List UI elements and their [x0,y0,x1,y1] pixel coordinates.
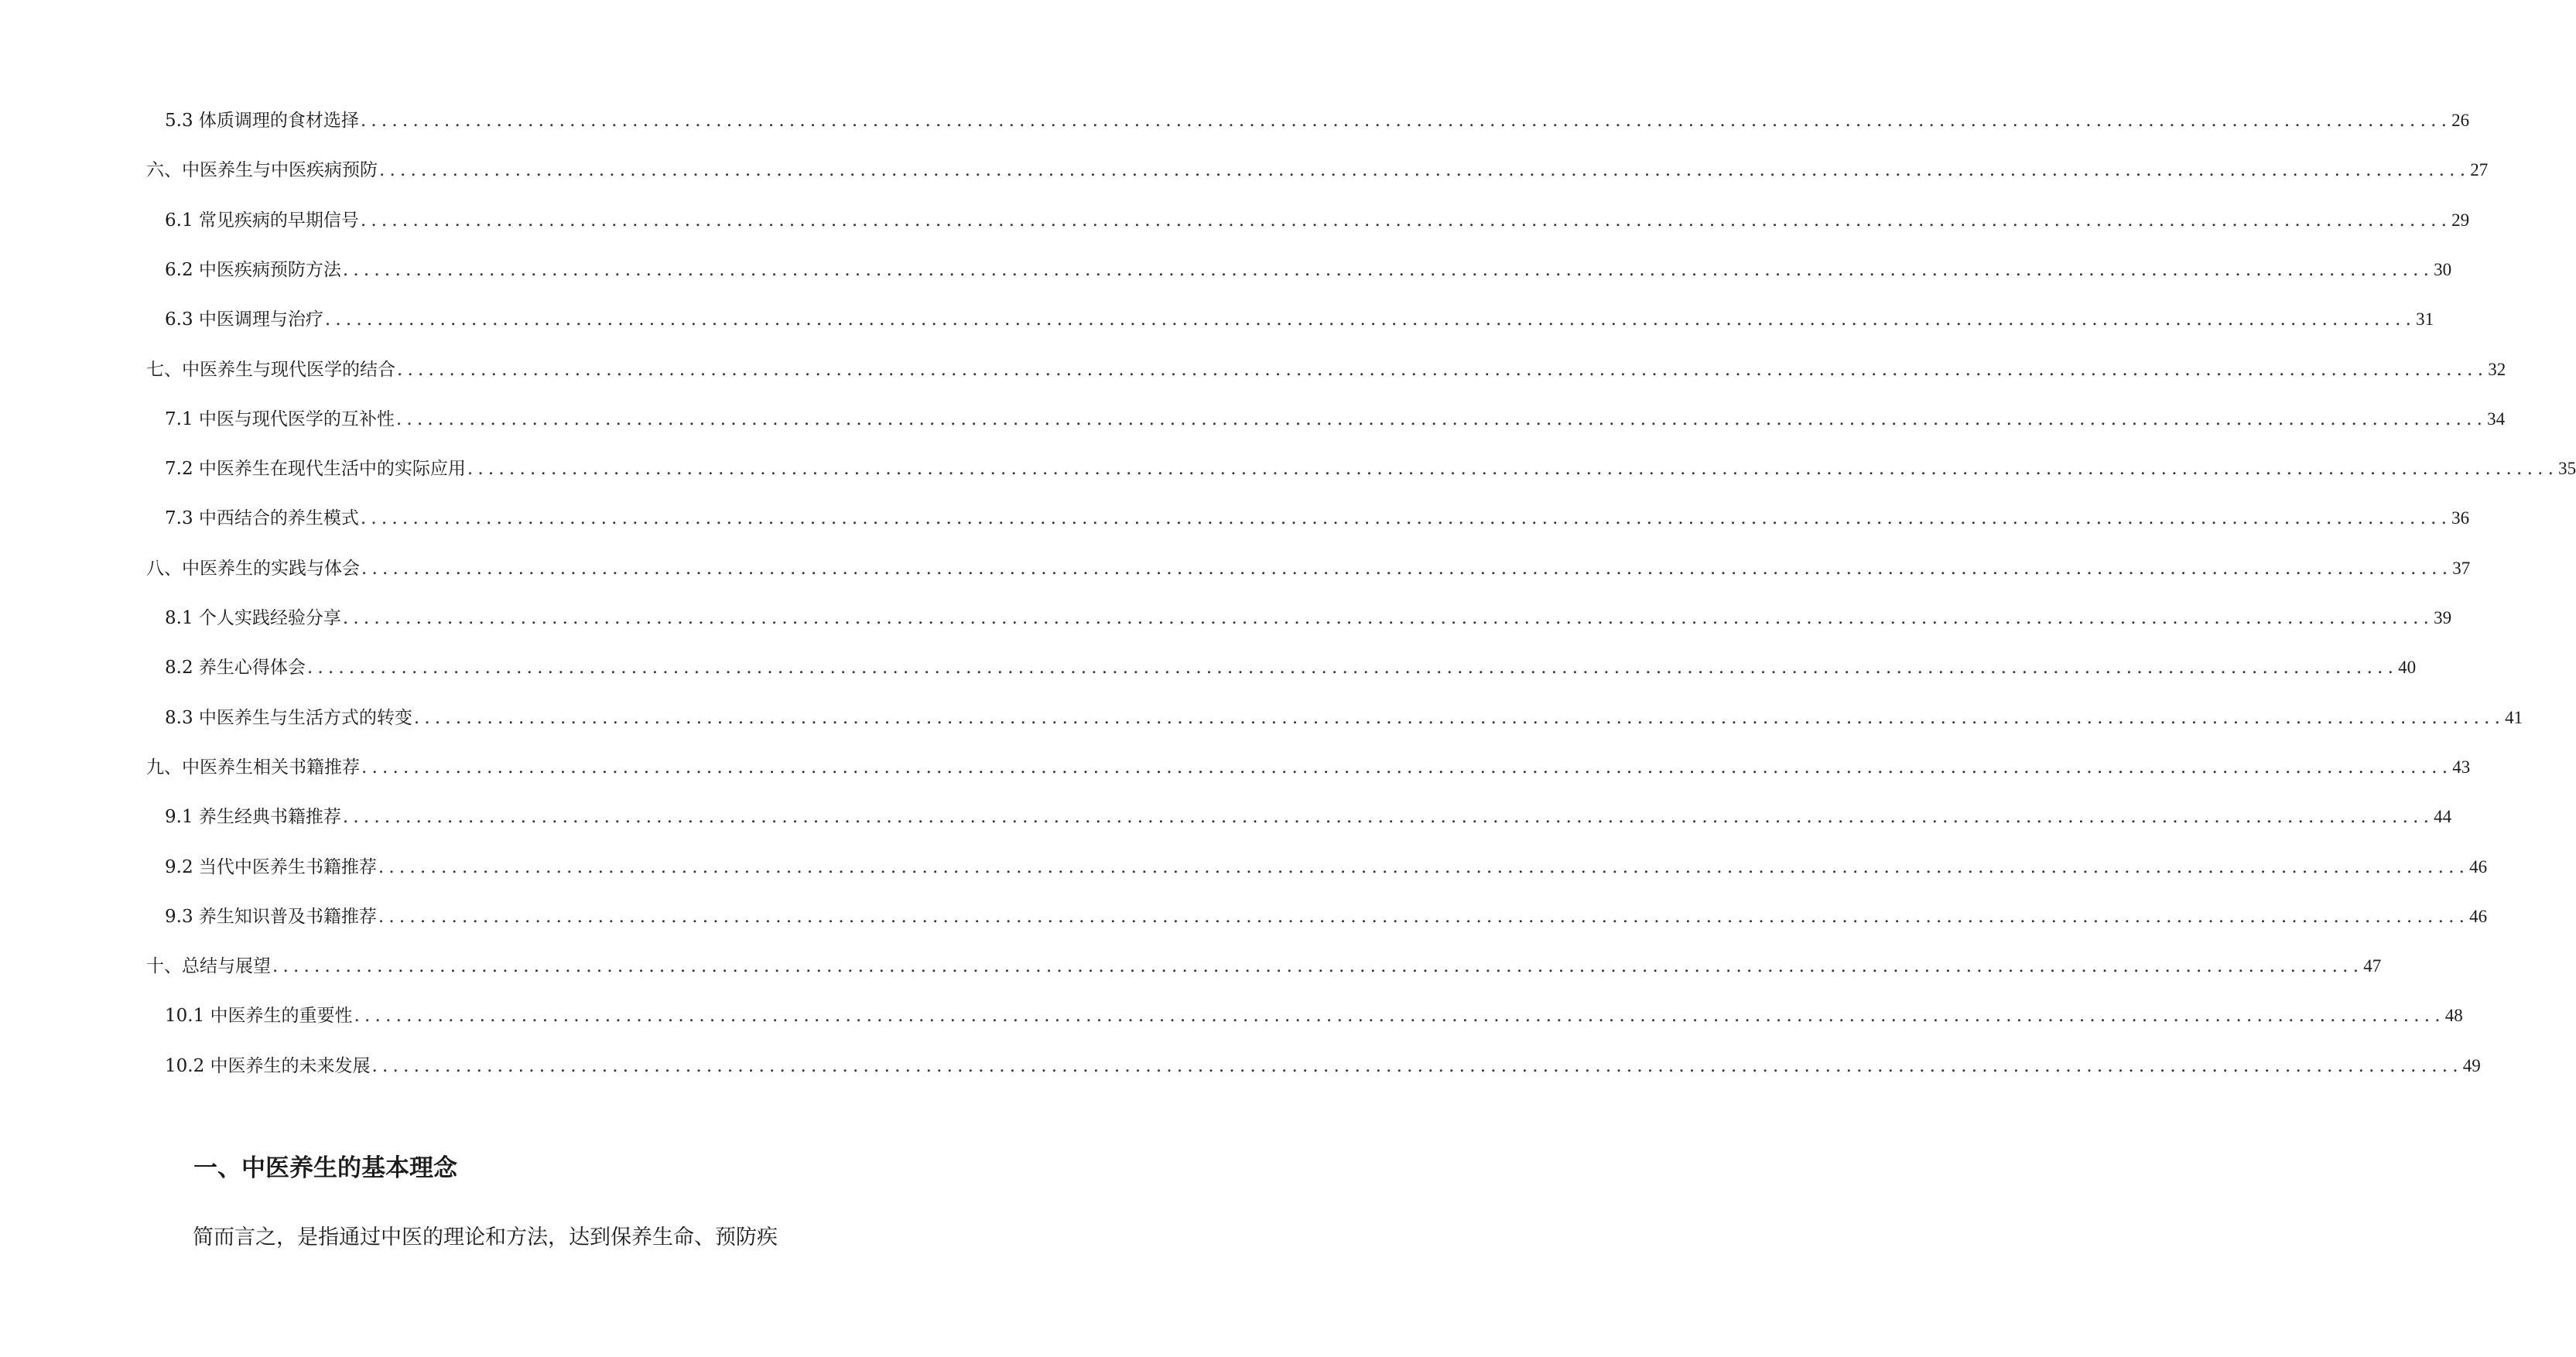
toc-entry-title: 7.2 中医养生在现代生活中的实际应用 [165,459,466,480]
toc-section-entry[interactable] [165,599,2452,630]
toc-page-number: 49 [2462,1055,2481,1075]
toc-section-entry[interactable] [165,699,2523,730]
toc-page-number: 44 [2434,807,2452,827]
toc-page-number: 30 [2434,259,2452,279]
toc-section-entry[interactable] [165,897,2488,928]
toc-entry-title: 8.2 养生心得体会 [165,658,306,678]
toc-dot-leader: ........................................................................................................................................................................................................ [360,508,2452,529]
toc-page-number: 35 [2558,459,2576,479]
toc-entry-title: 10.1 中医养生的重要性 [165,1006,353,1027]
toc-entry-title: 九、中医养生相关书籍推荐 [146,757,360,778]
toc-page-number: 41 [2505,707,2523,727]
toc-dot-leader: ........................................................................................................................................................................................................ [360,210,2452,231]
toc-entry-title: 9.3 养生知识普及书籍推荐 [165,906,377,927]
toc-section-entry[interactable] [165,400,2506,431]
toc-chapter-entry[interactable] [146,748,2471,779]
toc-dot-leader: ........................................................................................................................................................................................................ [342,608,2434,628]
toc-dot-leader: ........................................................................................................................................................................................................ [397,359,2489,380]
toc-page-number: 32 [2488,359,2506,379]
toc-section-entry[interactable] [165,449,2576,480]
toc-entry-title: 9.1 养生经典书籍推荐 [165,807,341,828]
toc-entry-title: 6.3 中医调理与治疗 [165,309,323,330]
toc-entry-title: 6.2 中医疾病预防方法 [165,259,341,280]
toc-section-entry[interactable] [165,798,2452,829]
toc-dot-leader: ........................................................................................................................................................................................................ [354,1006,2445,1027]
toc-dot-leader: ........................................................................................................................................................................................................ [361,757,2453,778]
toc-entry-title: 9.2 当代中医养生书籍推荐 [165,856,377,877]
toc-page-number: 29 [2451,210,2470,230]
toc-page-number: 31 [2416,309,2434,330]
toc-section-entry[interactable] [165,848,2488,879]
toc-entry-title: 十、总结与展望 [146,956,271,977]
toc-entry-title: 8.1 个人实践经验分享 [165,608,341,628]
toc-entry-title: 八、中医养生的实践与体会 [146,558,360,579]
toc-dot-leader: ........................................................................................................................................................................................................ [371,1055,2463,1076]
toc-page-number: 47 [2363,956,2382,976]
toc-page-number: 43 [2452,757,2471,777]
section-heading: 一、中医养生的基本理念 [193,1154,457,1182]
toc-dot-leader: ........................................................................................................................................................................................................ [378,856,2470,877]
toc-section-entry[interactable] [165,1047,2481,1078]
toc-page-number: 36 [2451,508,2470,528]
toc-dot-leader: ........................................................................................................................................................................................................ [272,956,2364,977]
toc-entry-title: 6.1 常见疾病的早期信号 [165,210,359,231]
toc-section-entry[interactable] [165,499,2470,530]
toc-page-number: 46 [2469,906,2488,926]
toc-dot-leader: ........................................................................................................................................................................................................ [379,160,2471,181]
toc-page-number: 39 [2434,608,2452,627]
toc-dot-leader: ........................................................................................................................................................................................................ [360,111,2452,131]
toc-chapter-entry[interactable] [146,151,2489,182]
toc-entry-title: 10.2 中医养生的未来发展 [165,1055,371,1076]
toc-entry-title: 5.3 体质调理的食材选择 [165,111,359,131]
toc-section-entry[interactable] [165,101,2470,132]
toc-page-number: 37 [2452,558,2471,578]
toc-page-number: 48 [2444,1006,2463,1026]
toc-dot-leader: ........................................................................................................................................................................................................ [342,259,2434,280]
body-paragraph: 简而言之，是指通过中医的理论和方法，达到保养生命、预防疾 [193,1225,778,1249]
toc-section-entry[interactable] [165,300,2434,331]
toc-dot-leader: ........................................................................................................................................................................................................ [467,459,2559,480]
toc-page-number: 40 [2398,658,2417,678]
toc-chapter-entry[interactable] [146,350,2506,381]
toc-entry-title: 8.3 中医养生与生活方式的转变 [165,707,412,728]
toc-dot-leader: ........................................................................................................................................................................................................ [413,707,2506,728]
toc-dot-leader: ........................................................................................................................................................................................................ [324,309,2417,330]
toc-page-number: 27 [2470,160,2489,180]
toc-dot-leader: ........................................................................................................................................................................................................ [342,807,2434,828]
toc-section-entry[interactable] [165,201,2470,232]
toc-section-entry[interactable] [165,996,2463,1027]
toc-section-entry[interactable] [165,648,2417,679]
toc-page-number: 34 [2487,408,2506,429]
toc-dot-leader: ........................................................................................................................................................................................................ [395,408,2488,429]
toc-section-entry[interactable] [165,251,2452,282]
toc-page-number: 26 [2451,111,2470,130]
toc-chapter-entry[interactable] [146,947,2382,978]
toc-dot-leader: ........................................................................................................................................................................................................ [306,658,2399,678]
toc-page-number: 46 [2469,856,2488,877]
toc-chapter-entry[interactable] [146,549,2471,580]
toc-entry-title: 七、中医养生与现代医学的结合 [146,359,395,380]
toc-entry-title: 7.1 中医与现代医学的互补性 [165,408,395,429]
toc-dot-leader: ........................................................................................................................................................................................................ [361,558,2453,579]
toc-dot-leader: ........................................................................................................................................................................................................ [378,906,2470,927]
toc-entry-title: 六、中医养生与中医疾病预防 [146,160,378,181]
toc-entry-title: 7.3 中西结合的养生模式 [165,508,359,529]
